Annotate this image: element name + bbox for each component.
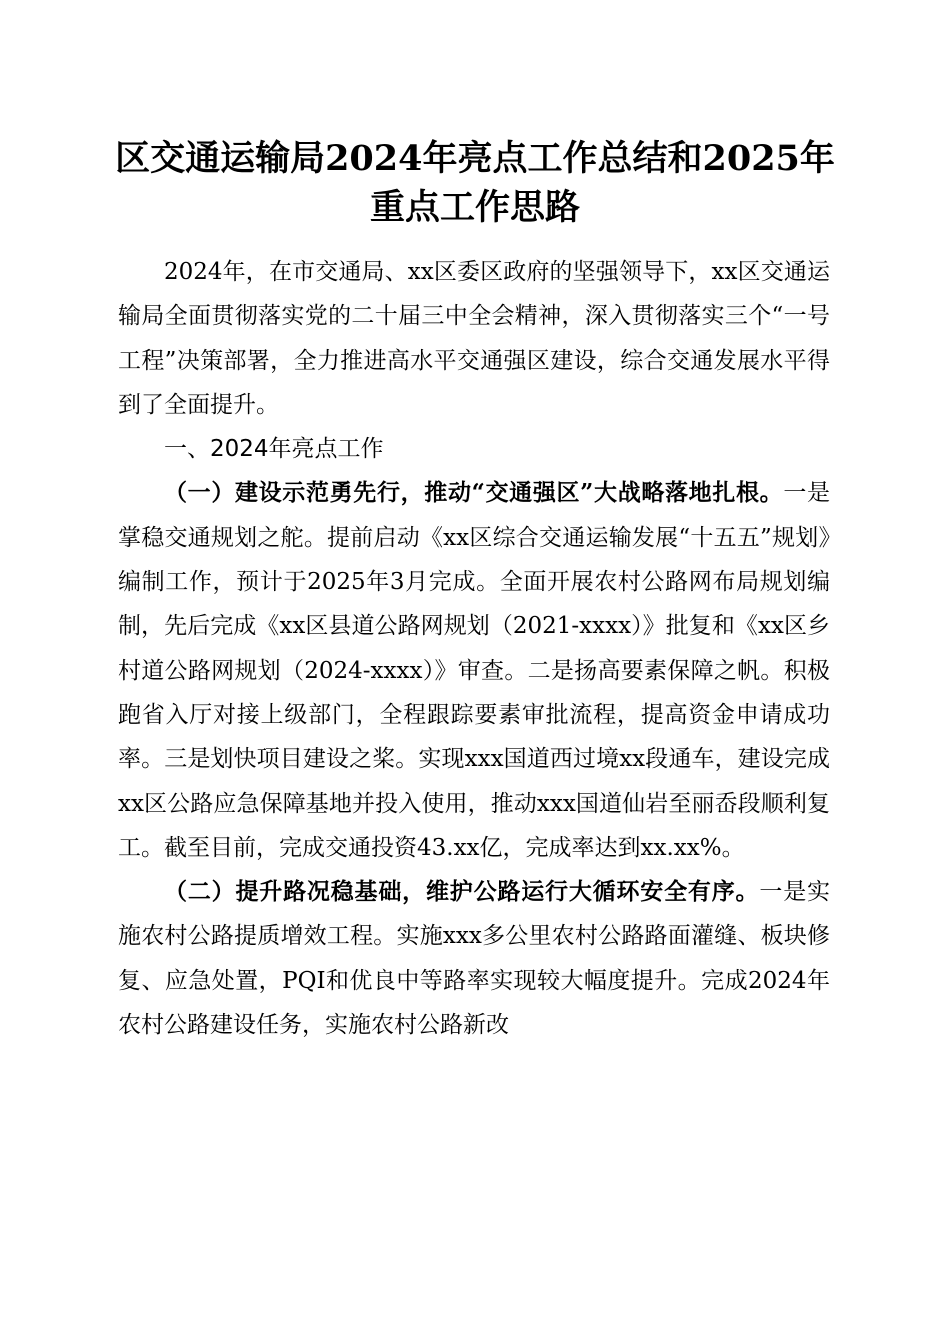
document-title-line-2: 重点工作思路 xyxy=(369,187,580,228)
item-2-body: 一是实施农村公路提质增效工程。实施xxx多公里农村公路路面灌缝、板块修复、应急处置，PQI和优良中等路率实现较大幅度提升。完成2024年农村公路建设任务，实施农村公路新改 xyxy=(118,879,831,1039)
section-heading: 一、2024年亮点工作 xyxy=(164,436,384,463)
intro-paragraph: 2024年，在市交通局、xx区委区政府的坚强领导下，xx区交通运输局全面贯彻落实党的二十届三中全会精神，深入贯彻落实三个“一号工程”决策部署，全力推进高水平交通强区建设，综合交通发展水平得到了全面提升。 xyxy=(118,259,830,418)
item-2-paragraph xyxy=(118,870,830,1047)
item-1-paragraph xyxy=(118,471,830,870)
item-1-body: 一是掌稳交通规划之舵。提前启动《xx区综合交通运输发展“十五五”规划》编制工作，预计于2025年3月完成。全面开展农村公路网布局规划编制，先后完成《xx区县道公路网规划（2021-xxxx）》批复和《xx区乡村道公路网规划（2024-xxxx）》审查。二是扬高要素保障之帆。积极跑省入厅对接上级部门，全程跟踪要素审批流程，提高资金申请成功率。三是划快项目建设之桨。实现xxx国道西过境xx段通车，建设完成xx区公路应急保障基地并投入使用，推动xxx国道仙岩至丽岙段顺利复工。截至目前，完成交通投资43.xx亿，完成率达到xx.xx%。 xyxy=(118,480,830,861)
item-1-heading: （一）建设示范勇先行，推动“交通强区”大战略落地扎根。 xyxy=(164,479,784,507)
item-2-heading: （二）提升路况稳基础，维护公路运行大循环安全有序。 xyxy=(164,878,760,906)
document-body xyxy=(118,250,830,1047)
document-title-line-1: 区交通运输局2024年亮点工作总结和2025年 xyxy=(115,138,835,179)
